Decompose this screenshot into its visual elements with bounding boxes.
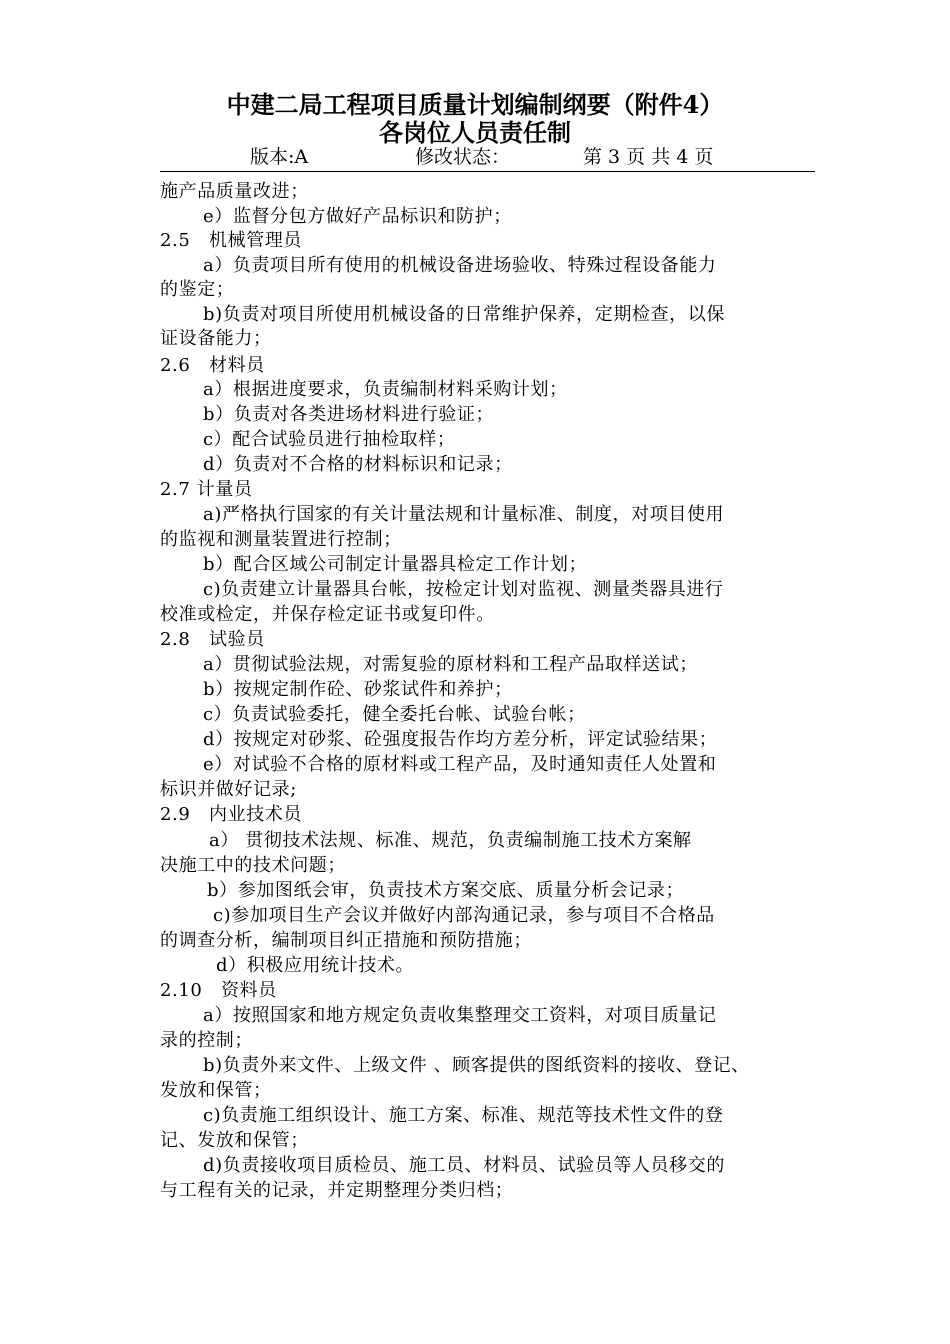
version-label: 版本:A (250, 146, 309, 168)
section-heading: 2.6 材料员 (160, 355, 265, 376)
body-line: 标识并做好记录; (160, 779, 297, 800)
body-line: a）按照国家和地方规定负责收集整理交工资料，对项目质量记 (203, 1005, 717, 1026)
body-line: d）按规定对砂浆、砼强度报告作均方差分析，评定试验结果； (203, 729, 718, 750)
body-line: 的调查分析，编制项目纠正措施和预防措施； (160, 930, 532, 951)
document-title: 中建二局工程项目质量计划编制纲要（附件4） (226, 90, 724, 119)
body-line: c)负责建立计量器具台帐，按检定计划对监视、测量类器具进行 (203, 579, 724, 600)
body-line: a） 贯彻技术法规、标准、规范，负责编制施工技术方案解 (209, 830, 692, 851)
body-line: 校准或检定，并保存检定证书或复印件。 (160, 604, 495, 625)
section-heading: 2.9 内业技术员 (160, 804, 303, 825)
section-heading: 2.8 试验员 (160, 629, 265, 650)
body-line: 的鉴定； (160, 279, 235, 300)
page-info: 第 3 页 共 4 页 (583, 146, 714, 168)
body-line: b)负责外来文件、上级文件 、顾客提供的图纸资料的接收、登记、 (203, 1055, 750, 1076)
body-line: 证设备能力； (160, 328, 272, 349)
section-heading: 2.10 资料员 (160, 980, 277, 1001)
section-heading: 2.5 机械管理员 (160, 230, 303, 251)
body-line: b）配合区域公司制定计量器具检定工作计划； (203, 554, 588, 575)
body-line: c）负责试验委托，健全委托台帐、试验台帐； (203, 704, 586, 725)
document-subtitle: 各岗位人员责任制 (379, 118, 571, 147)
section-heading: 2.7 计量员 (160, 479, 253, 500)
revision-label: 修改状态： (415, 146, 511, 168)
body-line: 决施工中的技术问题； (160, 855, 346, 876)
body-line: 录的控制； (160, 1030, 253, 1051)
body-line: 施产品质量改进； (160, 181, 309, 202)
body-line: a）根据进度要求，负责编制材料采购计划； (203, 379, 568, 400)
body-line: b）按规定制作砼、砂浆试件和养护； (203, 679, 513, 700)
body-line: 记、发放和保管； (160, 1130, 309, 1151)
body-line: c)参加项目生产会议并做好内部沟通记录，参与项目不合格品 (213, 905, 715, 926)
body-line: d）负责对不合格的材料标识和记录； (203, 454, 513, 475)
body-line: b）参加图纸会审，负责技术方案交底、质量分析会记录； (207, 880, 685, 901)
body-line: a）负责项目所有使用的机械设备进场验收、特殊过程设备能力 (203, 255, 717, 276)
body-line: c）配合试验员进行抽检取样； (203, 429, 456, 450)
body-line: b)负责对项目所使用机械设备的日常维护保养，定期检查，以保 (203, 304, 725, 325)
body-line: e）对试验不合格的原材料或工程产品，及时通知责任人处置和 (203, 754, 717, 775)
header-rule (160, 171, 815, 172)
body-line: c)负责施工组织设计、施工方案、标准、规范等技术性文件的登 (203, 1105, 724, 1126)
body-line: 发放和保管； (160, 1080, 272, 1101)
body-line: e）监督分包方做好产品标识和防护； (203, 206, 512, 227)
body-line: d)负责接收项目质检员、施工员、材料员、试验员等人员移交的 (203, 1155, 725, 1176)
body-line: 与工程有关的记录，并定期整理分类归档； (160, 1180, 514, 1201)
body-line: 的监视和测量装置进行控制； (160, 529, 402, 550)
body-line: a)严格执行国家的有关计量法规和计量标准、制度，对项目使用 (203, 504, 725, 525)
body-line: a）贯彻试验法规，对需复验的原材料和工程产品取样送试； (203, 654, 698, 675)
body-line: d）积极应用统计技术。 (216, 955, 415, 976)
body-line: b）负责对各类进场材料进行验证； (203, 404, 495, 425)
